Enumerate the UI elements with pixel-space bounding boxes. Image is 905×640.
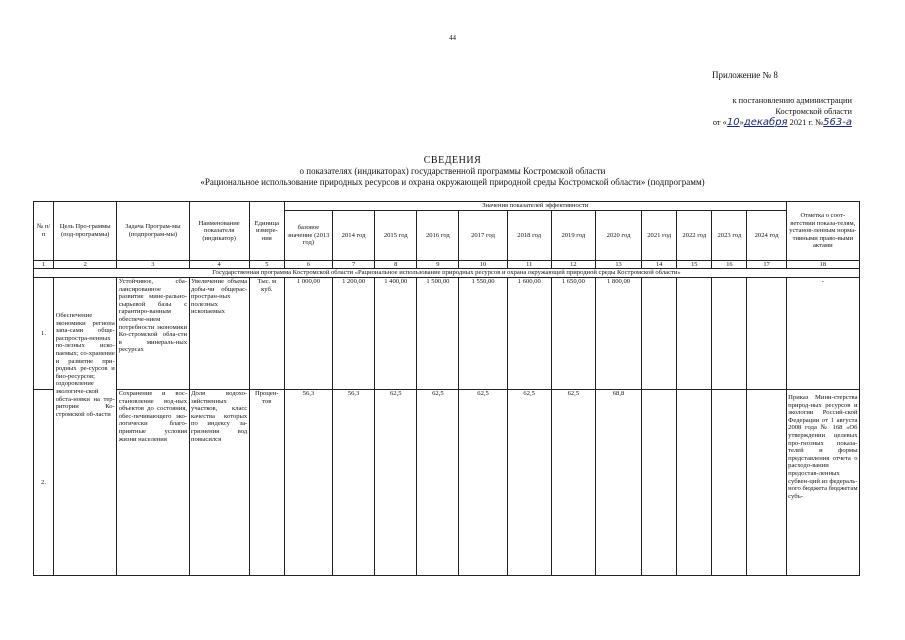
indicator-cell: Увеличение объема добы-чи общерас-простран-ных полезных ископаемых (189, 278, 249, 390)
col-number: 13 (595, 261, 641, 269)
year-value (712, 278, 747, 390)
col-number: 4 (189, 261, 249, 269)
year-value (747, 390, 786, 576)
table-row (34, 278, 860, 390)
appendix-label: Приложение № 8 (712, 70, 778, 80)
col-number: 17 (747, 261, 786, 269)
year-value: 1 500,00 (417, 278, 459, 390)
header-year: 2016 год (417, 211, 459, 261)
decree-number: 563-а (823, 117, 852, 128)
program-row (34, 269, 860, 278)
col-number: 14 (642, 261, 677, 269)
col-number: 11 (507, 261, 551, 269)
document-title (0, 155, 905, 188)
col-number: 1 (34, 261, 54, 269)
col-number: 16 (712, 261, 747, 269)
row-num: 2. (34, 390, 54, 576)
col-number: 2 (54, 261, 117, 269)
goal-cell: Обеспечение экономики региона запа-сами обще-распростра-ненных по-лезных иско-паемых; со-хранение и развитие при-родных ре-сурсов и био-ресурсов; оздоровление экологиче-ской обста-новки на тер-ритории Ко-стромской об-ласти (54, 278, 117, 576)
col-number: 6 (284, 261, 332, 269)
header-num: № п/п (34, 202, 54, 261)
task-cell: Устойчивое, сба-лансированное развитие мине-рально-сырьевой базы с гарантиро-ванным обеспече-нием потребности экономики Ко-стромской обла-сти в минераль-ных ресурсах (117, 278, 189, 390)
note-cell: - (786, 278, 859, 390)
title-program: «Рациональное использование природных ресурсов и охрана окружающей природной среды Костромской области» (подпрограмм) (200, 177, 705, 187)
indicators-table (33, 201, 860, 576)
header-year: 2022 год (677, 211, 712, 261)
year-value (642, 390, 677, 576)
year-value: 1 800,00 (595, 278, 641, 390)
year-value: 1 550,00 (459, 278, 507, 390)
col-number: 10 (459, 261, 507, 269)
col-number: 8 (375, 261, 417, 269)
unit-cell: Процен-тов (249, 390, 284, 576)
header-base: базовое значение (2013 год) (284, 211, 332, 261)
year-value (642, 278, 677, 390)
year-value (747, 278, 786, 390)
header-note: Отметка о соот-ветствии показа-телям, установ-ленным норма-тивными право-выми актами (786, 202, 859, 261)
year-value: 68,8 (595, 390, 641, 576)
year-value: 1 600,00 (507, 278, 551, 390)
year-value: 56,3 (333, 390, 375, 576)
header-task: Задача Програм-мы (подпрограм-мы) (117, 202, 189, 261)
decree-year: 2021 г. № (787, 118, 824, 127)
year-value (677, 278, 712, 390)
header-year: 2017 год (459, 211, 507, 261)
header-unit: Единица измере-ния (249, 202, 284, 261)
header-year: 2023 год (712, 211, 747, 261)
task-cell: Сохранение и вос-становление вод-ных объектов до состояния, обес-печивающего эко-логически благо-приятные условия жизни населения (117, 390, 189, 576)
col-number: 15 (677, 261, 712, 269)
base-value: 56,3 (284, 390, 332, 576)
decree-mid: » (739, 118, 744, 127)
year-value (677, 390, 712, 576)
decree-line1: к постановлению администрации (732, 96, 852, 105)
year-value (712, 390, 747, 576)
header-year: 2024 год (747, 211, 786, 261)
unit-cell: Тыс. м куб. (249, 278, 284, 390)
year-value: 62,5 (375, 390, 417, 576)
table-row (34, 390, 860, 576)
year-value: 62,5 (507, 390, 551, 576)
title-heading: СВЕДЕНИЯ (423, 155, 482, 166)
col-number: 5 (249, 261, 284, 269)
header-values-group: Значения показателей эффективности (284, 202, 786, 211)
header-year: 2018 год (507, 211, 551, 261)
header-year: 2014 год (333, 211, 375, 261)
page-number: 44 (449, 34, 456, 42)
decree-prefix: от « (712, 118, 727, 127)
decree-block (640, 95, 852, 128)
col-number: 18 (786, 261, 859, 269)
year-value: 1 650,00 (551, 278, 595, 390)
note-cell: Приказ Мини-стерства природ-ных ресурсов и экологии Россий-ской Федерации от 1 августа 2008 года № 168 «Об утверждении целевых про-гнозных показа-телей и формы представления отчета о расходо-вании предостав-ленных субвен-ций из федераль-ного бюджета бюджетам субъ- (786, 390, 859, 576)
year-value: 62,5 (551, 390, 595, 576)
year-value: 62,5 (459, 390, 507, 576)
col-number: 7 (333, 261, 375, 269)
col-number: 3 (117, 261, 189, 269)
title-subheading: о показателях (индикаторах) государственной программы Костромской области (299, 166, 606, 176)
col-number: 9 (417, 261, 459, 269)
row-num: 1. (34, 278, 54, 390)
base-value: 1 000,00 (284, 278, 332, 390)
decree-line2: Костромской области (775, 107, 852, 116)
header-year: 2019 год (551, 211, 595, 261)
header-indicator: Наименование показателя (индикатор) (189, 202, 249, 261)
decree-day: 10 (726, 117, 740, 128)
decree-line3 (640, 117, 852, 128)
column-number-row (34, 261, 860, 269)
header-year: 2021 год (642, 211, 677, 261)
year-value: 62,5 (417, 390, 459, 576)
col-number: 12 (551, 261, 595, 269)
year-value: 1 400,00 (375, 278, 417, 390)
header-year: 2020 год (595, 211, 641, 261)
decree-month: декабря (743, 117, 788, 128)
header-year: 2015 год (375, 211, 417, 261)
header-goal: Цель Про-граммы (под-программы) (54, 202, 117, 261)
program-row-title: Государственная программа Костромской области «Рациональное использование природных ресурсов и охрана окружающей природной среды Костромской области» (34, 269, 860, 278)
indicator-cell: Доля водохо-зяйственных участков, класс качества которых по индексу за-грязнения вод повысился (189, 390, 249, 576)
year-value: 1 200,00 (333, 278, 375, 390)
